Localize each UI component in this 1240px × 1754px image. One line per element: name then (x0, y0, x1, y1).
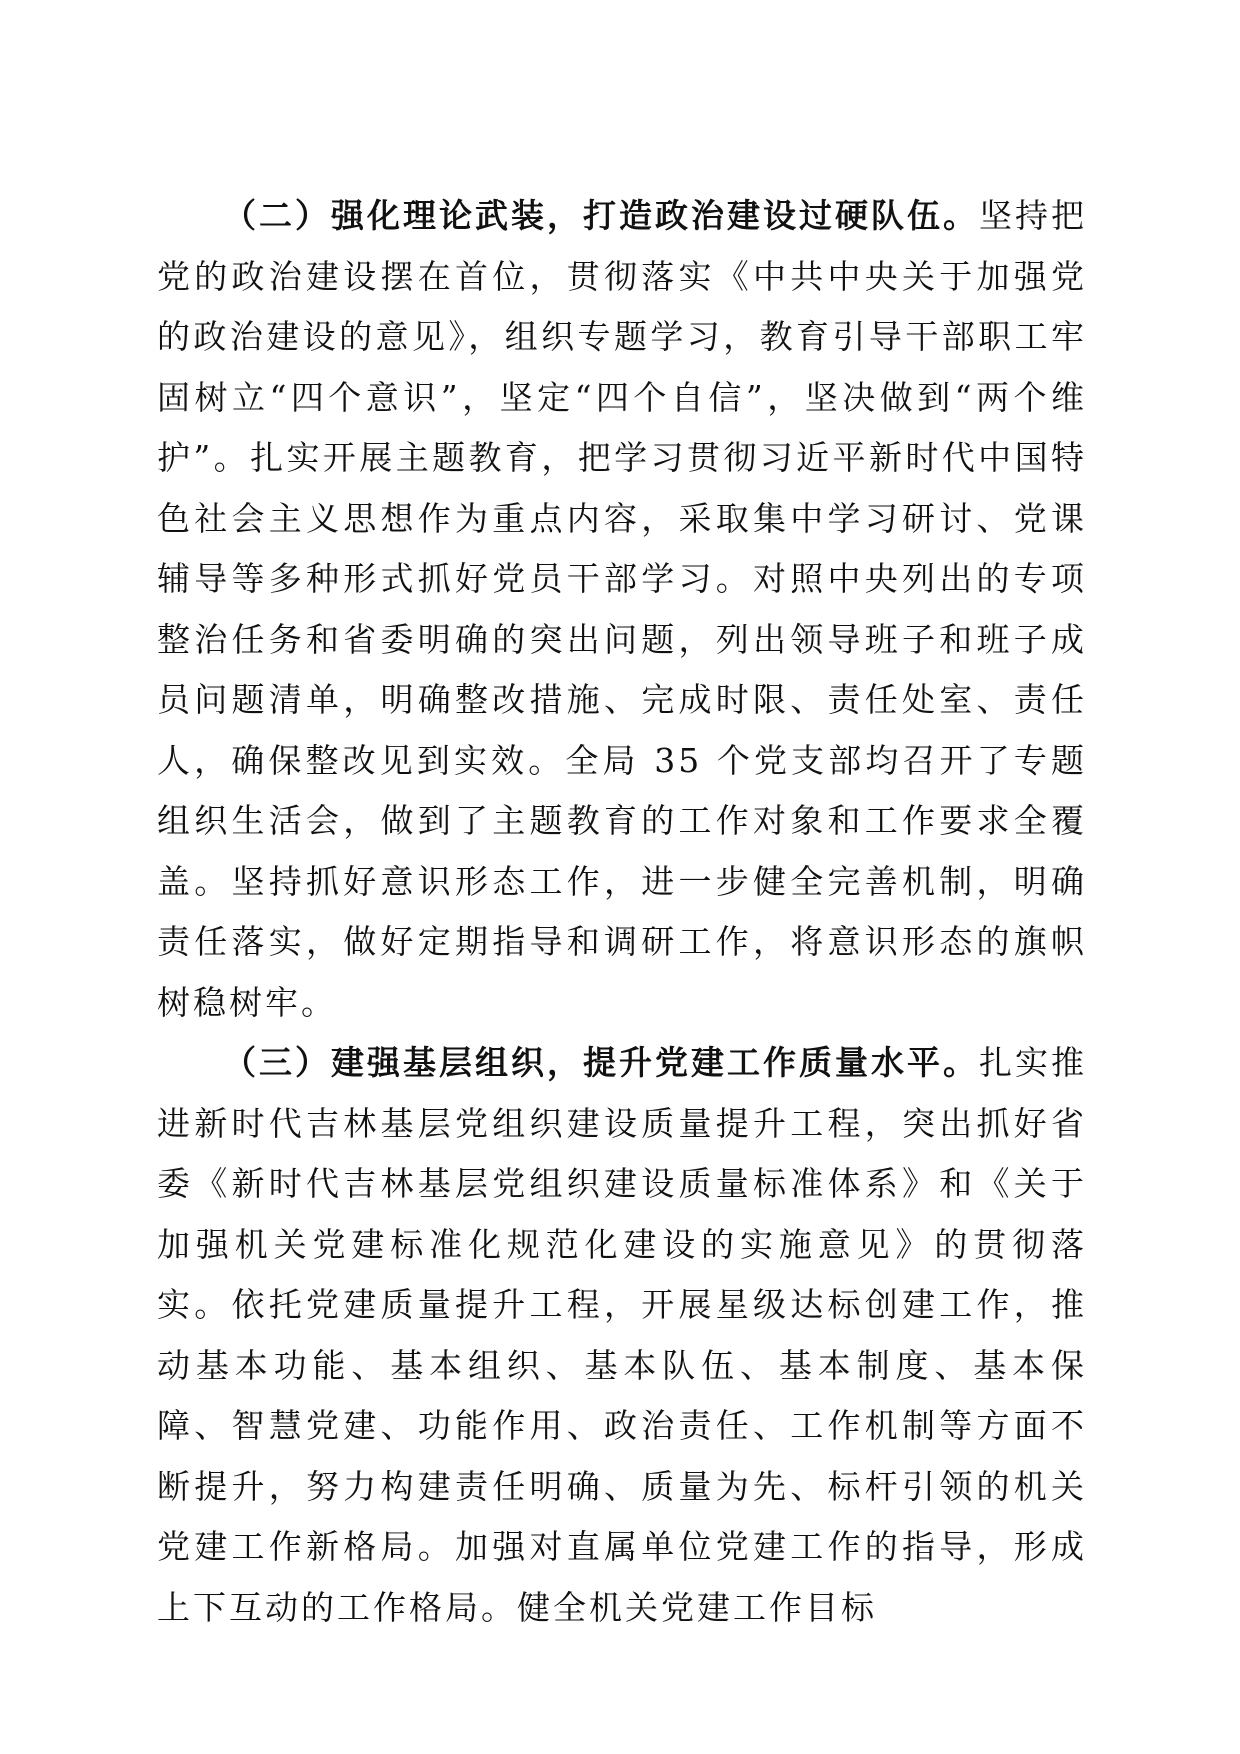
section-paragraph-3 (157, 1033, 1087, 1638)
section-paragraph-2 (157, 186, 1087, 1033)
document-body (157, 186, 1087, 1638)
section-heading-3: （三）建强基层组织，提升党建工作质量水平。 (223, 1043, 979, 1082)
section-body-3: 扎实推进新时代吉林基层党组织建设质量提升工程，突出抓好省委《新时代吉林基层党组织建设质量标准体系》和《关于加强机关党建标准化规范化建设的实施意见》的贯彻落实。依托党建质量提升工程，开展星级达标创建工作，推动基本功能、基本组织、基本队伍、基本制度、基本保障、智慧党建、功能作用、政治责任、工作机制等方面不断提升，努力构建责任明确、质量为先、标杆引领的机关党建工作新格局。加强对直属单位党建工作的指导，形成上下互动的工作格局。健全机关党建工作目标 (157, 1043, 1087, 1627)
section-body-2: 坚持把党的政治建设摆在首位，贯彻落实《中共中央关于加强党的政治建设的意见》，组织专题学习，教育引导干部职工牢固树立“四个意识”，坚定“四个自信”，坚决做到“两个维护”。扎实开展主题教育，把学习贯彻习近平新时代中国特色社会主义思想作为重点内容，采取集中学习研讨、党课辅导等多种形式抓好党员干部学习。对照中央列出的专项整治任务和省委明确的突出问题，列出领导班子和班子成员问题清单，明确整改措施、完成时限、责任处室、责任人，确保整改见到实效。全局 35 个党支部均召开了专题组织生活会，做到了主题教育的工作对象和工作要求全覆盖。坚持抓好意识形态工作，进一步健全完善机制，明确责任落实，做好定期指导和调研工作，将意识形态的旗帜树稳树牢。 (157, 196, 1087, 1022)
section-heading-2: （二）强化理论武装，打造政治建设过硬队伍。 (223, 196, 979, 235)
